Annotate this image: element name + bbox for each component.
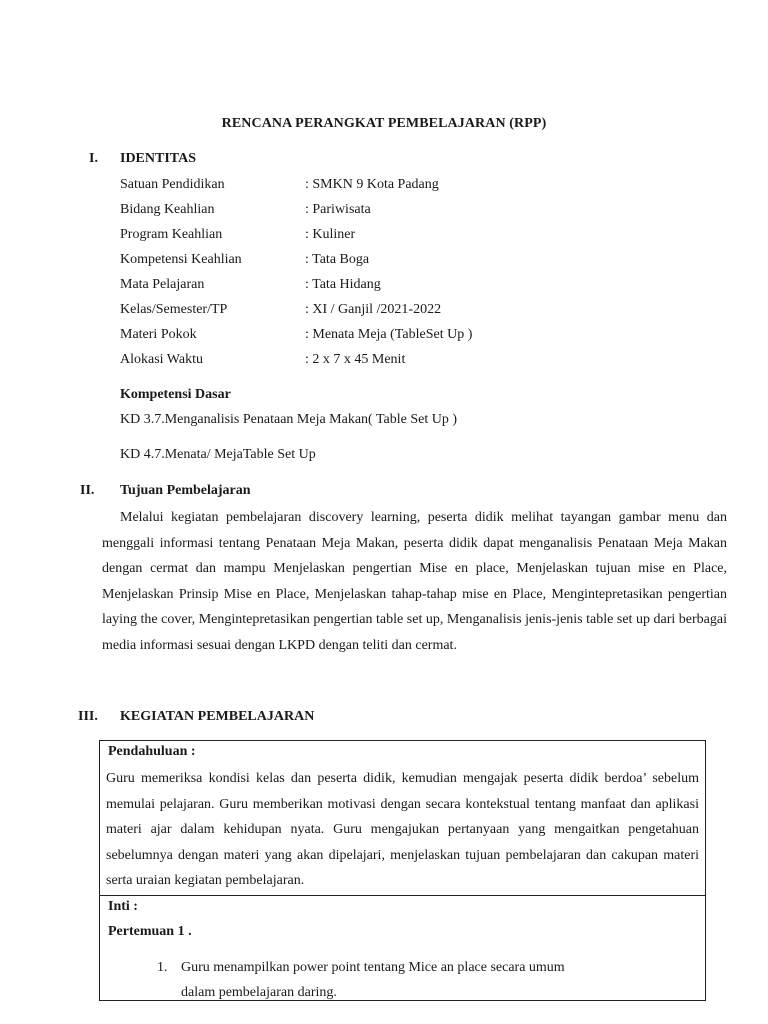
kompetensi-dasar-heading: Kompetensi Dasar <box>120 387 231 402</box>
section-heading-kegiatan: KEGIATAN PEMBELAJARAN <box>120 709 315 724</box>
identity-value: : 2 x 7 x 45 Menit <box>305 352 406 367</box>
identity-value: : Pariwisata <box>305 202 371 217</box>
section-number-3: III. <box>78 709 98 724</box>
inti-heading: Inti : <box>108 899 138 914</box>
identity-label: Alokasi Waktu <box>120 352 203 367</box>
identity-label: Mata Pelajaran <box>120 277 205 292</box>
list-item-line: Guru menampilkan power point tentang Mice an place secara umum <box>181 960 565 975</box>
section-heading-tujuan: Tujuan Pembelajaran <box>120 483 251 498</box>
identity-value: : Kuliner <box>305 227 356 242</box>
identity-value: : Tata Boga <box>305 252 370 267</box>
identity-label: Program Keahlian <box>120 227 223 242</box>
identity-label: Satuan Pendidikan <box>120 177 225 192</box>
pendahuluan-heading: Pendahuluan : <box>108 744 196 759</box>
identity-value: : Menata Meja (TableSet Up ) <box>305 327 473 342</box>
section-number-2: II. <box>80 483 95 498</box>
pendahuluan-text: Guru memeriksa kondisi kelas dan peserta didik, kemudian mengajak peserta didik berdoa’ sebelum memulai pelajaran. Guru memberikan motivasi dengan secara kontekstual tentang manfaat dan aplikasi materi ajar dalam kehidupan nyata. Guru mengajukan pertanyaan yang mengaitkan pengetahuan sebelumnya dengan materi yang akan dipelajari, menjelaskan tujuan pembelajaran dan cakupan materi serta uraian kegiatan pembelajaran. <box>106 771 699 888</box>
identity-value: : XI / Ganjil /2021-2022 <box>305 302 442 317</box>
list-item-line: dalam pembelajaran daring. <box>181 985 337 1000</box>
identity-label: Kelas/Semester/TP <box>120 302 228 317</box>
document-title: RENCANA PERANGKAT PEMBELAJARAN (RPP) <box>221 116 547 131</box>
list-number: 1. <box>157 960 168 975</box>
inti-box <box>99 895 706 1001</box>
tujuan-paragraph: Melalui kegiatan pembelajaran discovery learning, peserta didik melihat tayangan gambar menu dan menggali informasi tentang Penataan Meja Makan, peserta didik dapat menganalisis Penataan Meja Makan dengan cermat dan mampu Menjelaskan pengertian Mise en place, Menjelaskan tujuan mise en Place, Menjelaskan Prinsip Mise en Place, Menjelaskan tahap-tahap mise en Place, Mengintepretasikan pengertian laying the cover, Mengintepretasikan pengertian table set up, Menganalisis jenis-jenis table set up dari berbagai media informasi sesuai dengan LKPD dengan teliti dan cermat. <box>102 510 727 653</box>
kd-item: KD 3.7.Menganalisis Penataan Meja Makan( Table Set Up ) <box>120 412 458 427</box>
identity-label: Bidang Keahlian <box>120 202 215 217</box>
pertemuan-heading: Pertemuan 1 . <box>108 924 192 939</box>
pendahuluan-box <box>99 740 706 896</box>
kd-item: KD 4.7.Menata/ MejaTable Set Up <box>120 447 316 462</box>
section-number-1: I. <box>89 151 98 166</box>
identity-value: : SMKN 9 Kota Padang <box>305 177 439 192</box>
identity-label: Materi Pokok <box>120 327 197 342</box>
section-heading-identitas: IDENTITAS <box>120 151 196 166</box>
identity-value: : Tata Hidang <box>305 277 381 292</box>
identity-label: Kompetensi Keahlian <box>120 252 242 267</box>
